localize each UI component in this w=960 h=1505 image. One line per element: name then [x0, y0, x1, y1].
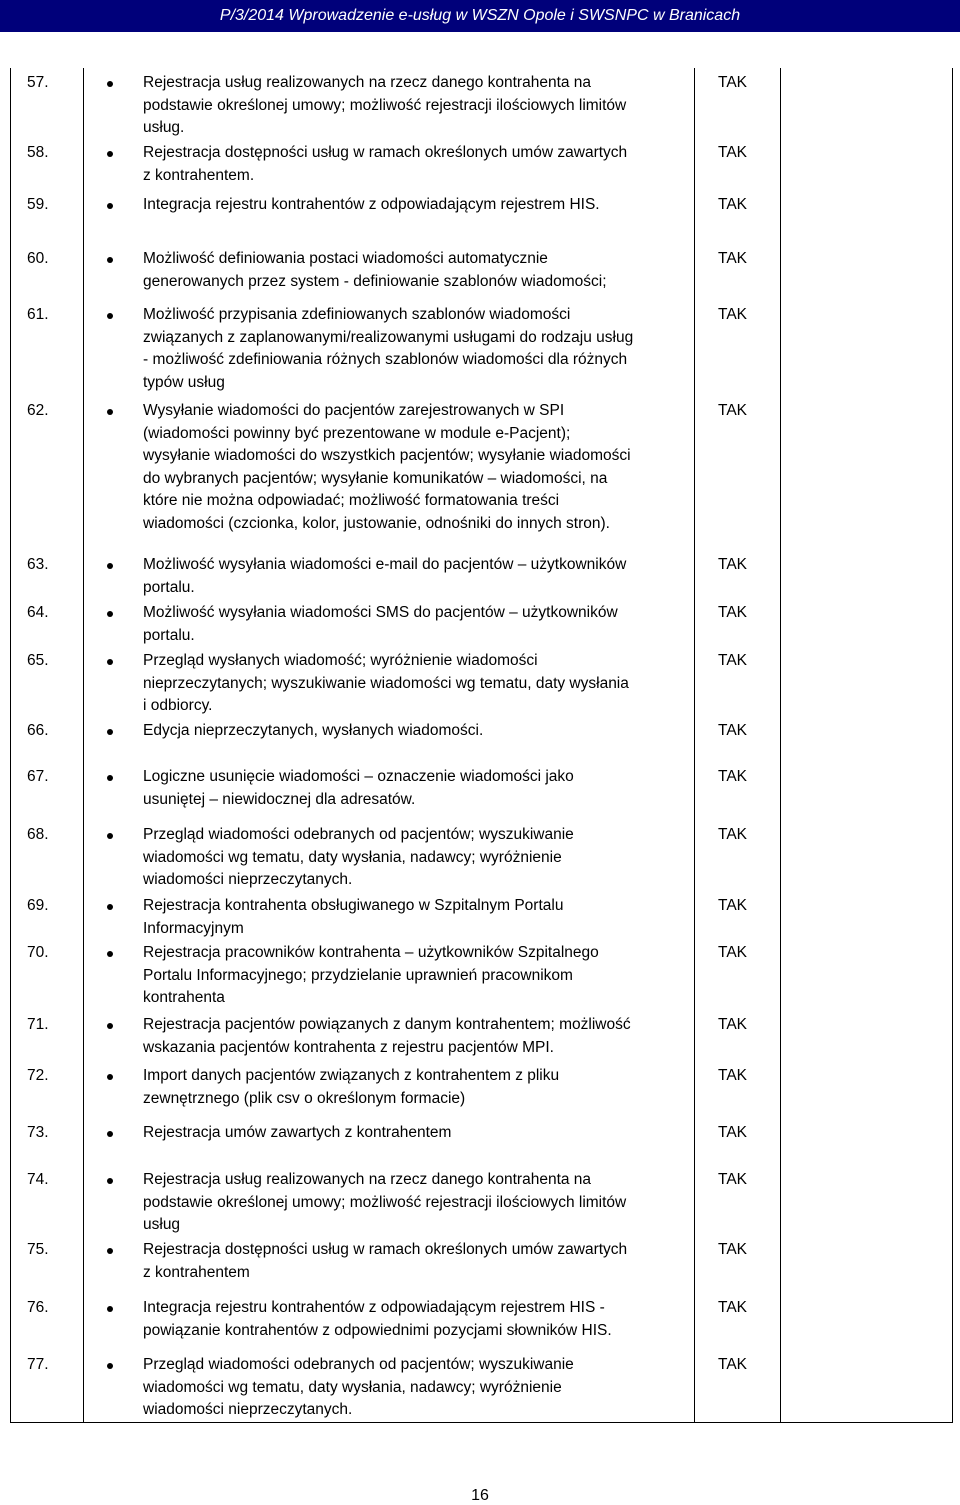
status-value: TAK [718, 306, 747, 323]
bullet-icon [107, 1306, 113, 1312]
bullet-icon [107, 833, 113, 839]
requirement-text: Rejestracja dostępności usług w ramach określonych umów zawartych z kontrahentem [143, 1241, 628, 1281]
status-value: TAK [718, 652, 747, 669]
requirement-text: Logiczne usunięcie wiadomości – oznaczenie wiadomości jako usuniętej – niewidocznej dla adresatów. [143, 768, 574, 808]
bullet-icon [107, 729, 113, 735]
row-number: 72. [27, 1067, 49, 1084]
requirement-text: Integracja rejestru kontrahentów z odpowiadającym rejestrem HIS. [143, 196, 600, 213]
column-divider [694, 68, 695, 1422]
status-value: TAK [718, 74, 747, 91]
requirement-text: Przegląd wysłanych wiadomość; wyróżnienie wiadomości nieprzeczytanych; wyszukiwanie wiadomości wg tematu, daty wysłania i odbiorcy. [143, 652, 629, 715]
bullet-icon [107, 904, 113, 910]
status-value: TAK [718, 1171, 747, 1188]
status-value: TAK [718, 1356, 747, 1373]
column-divider [780, 68, 781, 1422]
status-value: TAK [718, 1299, 747, 1316]
row-number: 67. [27, 768, 49, 785]
document-header [0, 0, 960, 32]
row-number: 64. [27, 604, 49, 621]
requirement-text: Możliwość wysyłania wiadomości e-mail do pacjentów – użytkowników portalu. [143, 556, 627, 596]
bullet-icon [107, 1248, 113, 1254]
bullet-icon [107, 563, 113, 569]
bullet-icon [107, 409, 113, 415]
row-number: 59. [27, 196, 49, 213]
page-number: 16 [471, 1487, 489, 1504]
requirement-text: Rejestracja usług realizowanych na rzecz danego kontrahenta na podstawie określonej umowy; możliwość rejestracji ilościowych limitów usług. [143, 74, 627, 137]
bullet-icon [107, 1363, 113, 1369]
status-value: TAK [718, 826, 747, 843]
column-divider [83, 68, 84, 1422]
row-number: 76. [27, 1299, 49, 1316]
bullet-icon [107, 1074, 113, 1080]
document-title: P/3/2014 Wprowadzenie e-usług w WSZN Opole i SWSNPC w Branicach [219, 7, 741, 24]
status-value: TAK [718, 144, 747, 161]
status-value: TAK [718, 1016, 747, 1033]
row-number: 70. [27, 944, 49, 961]
requirement-text: Możliwość przypisania zdefiniowanych szablonów wiadomości związanych z zaplanowanymi/realizowanymi usługami do rodzaju usług - możliwość zdefiniowania różnych szablonów wiadomości dla różnych typów usług [143, 306, 634, 391]
requirement-text: Rejestracja pracowników kontrahenta – użytkowników Szpitalnego Portalu Informacyjnego; przydzielanie uprawnień pracownikom kontrahenta [143, 944, 599, 1007]
requirement-text: Rejestracja dostępności usług w ramach określonych umów zawartych z kontrahentem. [143, 144, 628, 184]
bullet-icon [107, 1178, 113, 1184]
status-value: TAK [718, 1067, 747, 1084]
requirement-text: Możliwość wysyłania wiadomości SMS do pacjentów – użytkowników portalu. [143, 604, 618, 644]
bullet-icon [107, 203, 113, 209]
row-number: 63. [27, 556, 49, 573]
status-value: TAK [718, 722, 747, 739]
status-value: TAK [718, 250, 747, 267]
row-number: 69. [27, 897, 49, 914]
bullet-icon [107, 775, 113, 781]
row-number: 60. [27, 250, 49, 267]
row-number: 58. [27, 144, 49, 161]
requirement-text: Edycja nieprzeczytanych, wysłanych wiadomości. [143, 722, 484, 739]
row-number: 74. [27, 1171, 49, 1188]
status-value: TAK [718, 1124, 747, 1141]
status-value: TAK [718, 1241, 747, 1258]
row-number: 65. [27, 652, 49, 669]
status-value: TAK [718, 196, 747, 213]
bullet-icon [107, 951, 113, 957]
bullet-icon [107, 313, 113, 319]
status-value: TAK [718, 604, 747, 621]
requirement-text: Możliwość definiowania postaci wiadomości automatycznie generowanych przez system - definiowanie szablonów wiadomości; [143, 250, 607, 290]
requirement-text: Integracja rejestru kontrahentów z odpowiadającym rejestrem HIS - powiązanie kontrahentów z odpowiednimi pozycjami słowników HIS. [143, 1299, 612, 1339]
requirement-text: Import danych pacjentów związanych z kontrahentem z pliku zewnętrznego (plik csv o określonym formacie) [143, 1067, 560, 1107]
status-value: TAK [718, 944, 747, 961]
requirement-text: Wysyłanie wiadomości do pacjentów zarejestrowanych w SPI (wiadomości powinny być prezentowane w module e-Pacjent); wysyłanie wiadomości do wszystkich pacjentów; wysyłanie wiadomości do wybranych pacjentów; wysyłanie komunikatów – wiadomości, na które nie można odpowiadać; możliwość formatowania treści wiadomości (czcionka, kolor, justowanie, odnośniki do innych stron). [143, 402, 631, 532]
row-number: 61. [27, 306, 49, 323]
status-value: TAK [718, 897, 747, 914]
bullet-icon [107, 81, 113, 87]
requirement-text: Rejestracja kontrahenta obsługiwanego w Szpitalnym Portalu Informacyjnym [143, 897, 564, 937]
requirements-table [10, 68, 953, 1423]
bullet-icon [107, 1023, 113, 1029]
status-value: TAK [718, 402, 747, 419]
bullet-icon [107, 659, 113, 665]
status-value: TAK [718, 768, 747, 785]
row-number: 62. [27, 402, 49, 419]
requirement-text: Rejestracja usług realizowanych na rzecz danego kontrahenta na podstawie określonej umowy; możliwość rejestracji ilościowych limitów usług [143, 1171, 627, 1234]
row-number: 66. [27, 722, 49, 739]
bullet-icon [107, 151, 113, 157]
row-number: 68. [27, 826, 49, 843]
bullet-icon [107, 1131, 113, 1137]
requirement-text: Przegląd wiadomości odebranych od pacjentów; wyszukiwanie wiadomości wg tematu, daty wysłania, nadawcy; wyróżnienie wiadomości nieprzeczytanych. [143, 826, 574, 889]
row-number: 73. [27, 1124, 49, 1141]
bullet-icon [107, 611, 113, 617]
row-number: 57. [27, 74, 49, 91]
requirement-text: Rejestracja pacjentów powiązanych z danym kontrahentem; możliwość wskazania pacjentów kontrahenta z rejestru pacjentów MPI. [143, 1016, 631, 1056]
requirement-text: Przegląd wiadomości odebranych od pacjentów; wyszukiwanie wiadomości wg tematu, daty wysłania, nadawcy; wyróżnienie wiadomości nieprzeczytanych. [143, 1356, 574, 1419]
row-number: 75. [27, 1241, 49, 1258]
row-number: 71. [27, 1016, 49, 1033]
bullet-icon [107, 257, 113, 263]
row-number: 77. [27, 1356, 49, 1373]
requirement-text: Rejestracja umów zawartych z kontrahentem [143, 1124, 452, 1141]
status-value: TAK [718, 556, 747, 573]
